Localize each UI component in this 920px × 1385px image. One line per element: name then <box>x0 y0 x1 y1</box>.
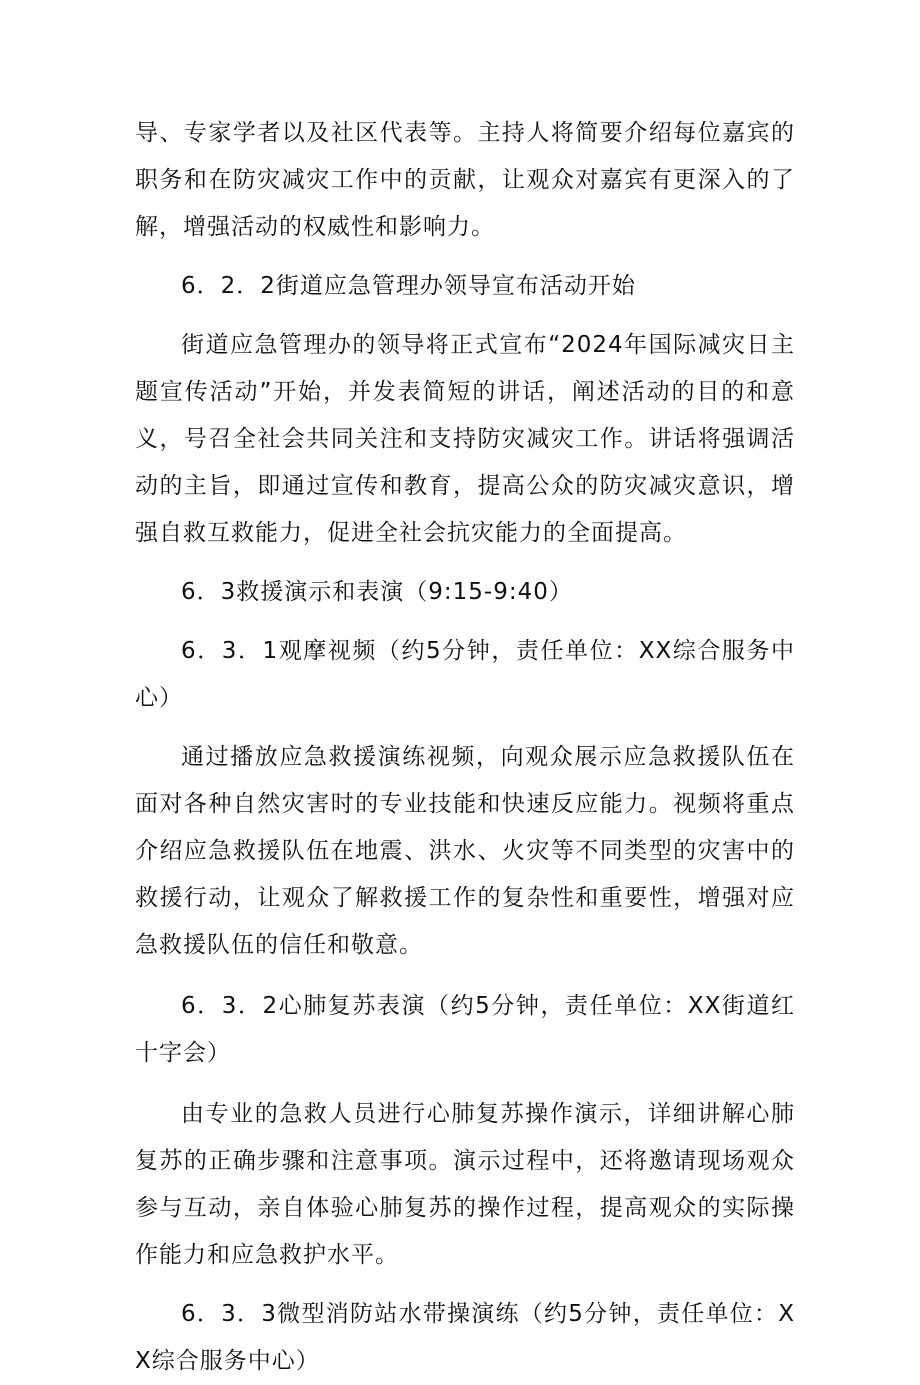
section-heading-6-2-2: 6．2．2街道应急管理办领导宣布活动开始 <box>181 273 636 299</box>
document-page <box>135 110 795 1385</box>
body-paragraph: 由专业的急救人员进行心肺复苏操作演示，详细讲解心肺复苏的正确步骤和注意事项。演示过程中，还将邀请现场观众参与互动，亲自体验心肺复苏的操作过程，提高观众的实际操作能力和应急救护水平。 <box>135 1101 795 1268</box>
section-heading-6-3-2: 6．3．2心肺复苏表演（约5分钟，责任单位：XX街道红十字会） <box>135 993 795 1066</box>
section-heading-6-3-1: 6．3．1观摩视频（约5分钟，责任单位：XX综合服务中心） <box>135 638 795 711</box>
section-heading-6-3-3: 6．3．3微型消防站水带操演练（约5分钟，责任单位：XX综合服务中心） <box>135 1301 795 1374</box>
body-paragraph: 通过播放应急救援演练视频，向观众展示应急救援队伍在面对各种自然灾害时的专业技能和快速反应能力。视频将重点介绍应急救援队伍在地震、洪水、火灾等不同类型的灾害中的救援行动，让观众了解救援工作的复杂性和重要性，增强对应急救援队伍的信任和敬意。 <box>135 744 795 958</box>
section-heading-6-3: 6．3救援演示和表演（9:15-9:40） <box>181 579 573 605</box>
body-paragraph: 导、专家学者以及社区代表等。主持人将简要介绍每位嘉宾的职务和在防灾减灾工作中的贡献，让观众对嘉宾有更深入的了解，增强活动的权威性和影响力。 <box>135 120 795 240</box>
body-paragraph: 街道应急管理办的领导将正式宣布“2024年国际减灾日主题宣传活动”开始，并发表简短的讲话，阐述活动的目的和意义，号召全社会共同关注和支持防灾减灾工作。讲话将强调活动的主旨，即通过宣传和教育，提高公众的防灾减灾意识，增强自救互救能力，促进全社会抗灾能力的全面提高。 <box>135 332 795 546</box>
